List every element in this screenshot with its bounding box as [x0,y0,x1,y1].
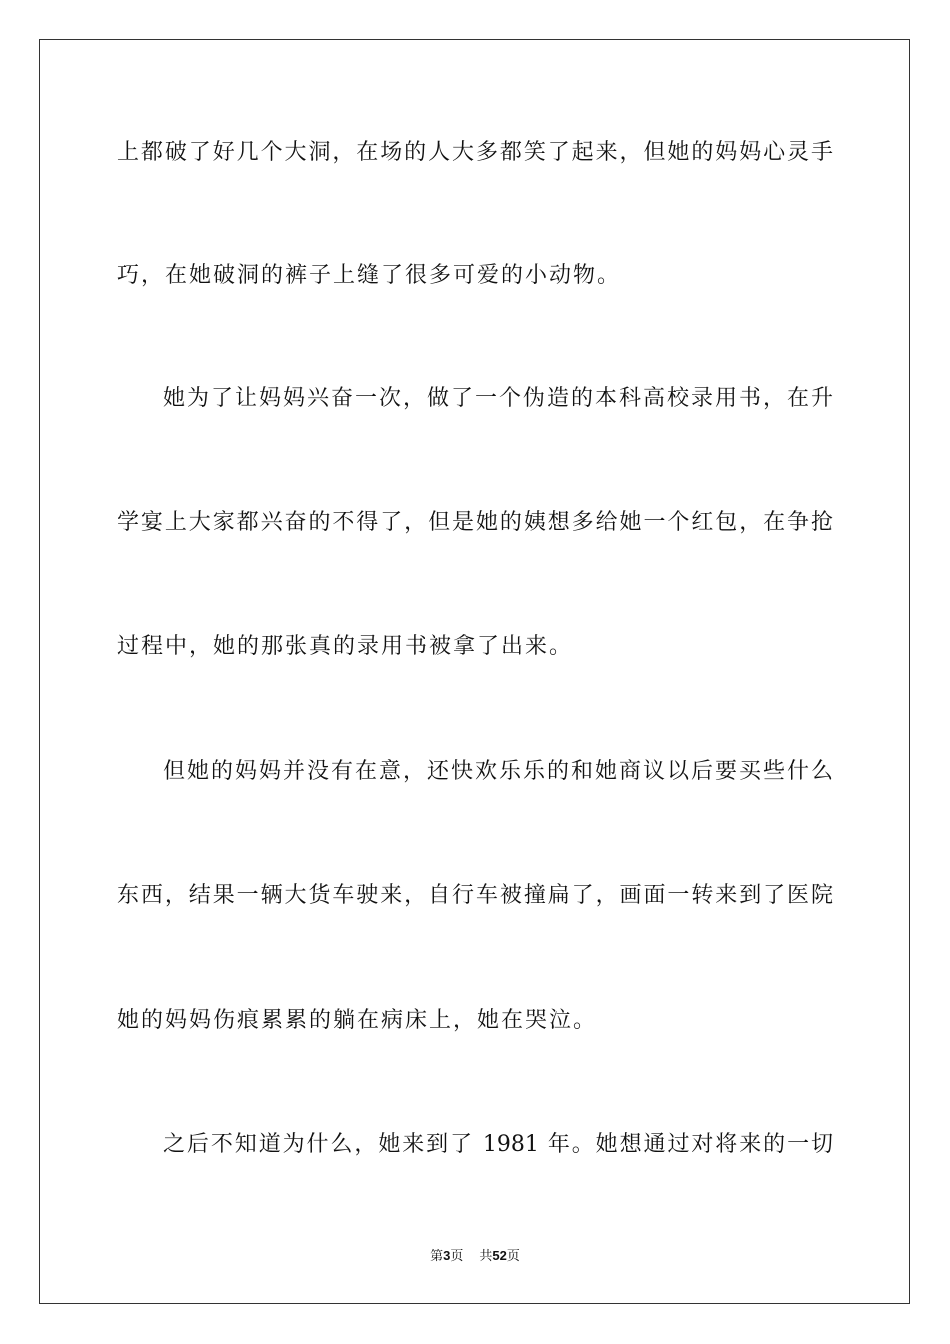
page-border [39,39,910,1304]
body-line-3: 她为了让妈妈兴奋一次，做了一个伪造的本科高校录用书，在升 [163,386,833,411]
body-line-8: 她的妈妈伤痕累累的躺在病床上，她在哭泣。 [117,1008,598,1033]
body-line-7: 东西，结果一辆大货车驶来，自行车被撞扁了，画面一转来到了医院 [117,883,833,908]
body-line-5: 过程中，她的那张真的录用书被拿了出来。 [117,634,574,659]
page-suffix: 页 [450,1249,464,1264]
total-pages: 52 [492,1248,507,1263]
body-line-2: 巧，在她破洞的裤子上缝了很多可爱的小动物。 [117,263,622,288]
page-number: 3 [443,1248,451,1263]
body-line-6: 但她的妈妈并没有在意，还快欢乐乐的和她商议以后要买些什么 [163,759,833,784]
page-prefix: 第 [430,1249,444,1264]
body-line-9: 之后不知道为什么，她来到了 1981 年。她想通过对将来的一切 [163,1132,833,1157]
body-line-4: 学宴上大家都兴奋的不得了，但是她的姨想多给她一个红包，在争抢 [117,510,833,535]
body-line-1: 上都破了好几个大洞，在场的人大多都笑了起来，但她的妈妈心灵手 [117,140,833,165]
total-prefix: 共 [479,1249,493,1264]
page-footer [0,1247,950,1266]
total-suffix: 页 [506,1249,520,1264]
